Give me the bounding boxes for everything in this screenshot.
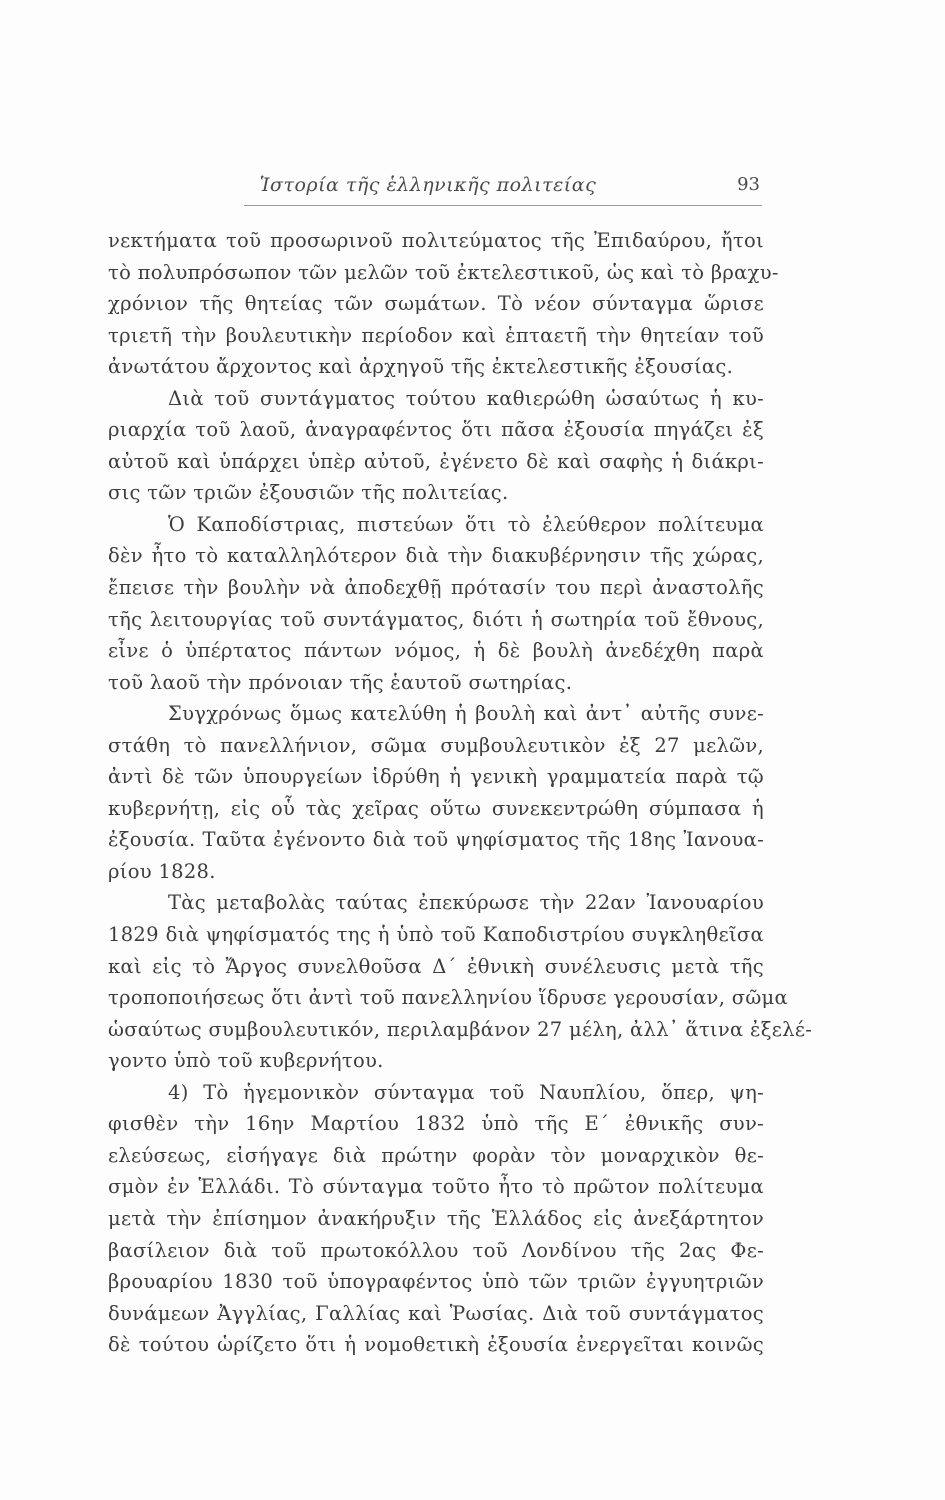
page-number: 93 [737,174,760,195]
text-line: Συγχρόνως ὅμως κατελύθη ἡ βουλὴ καὶ ἀντ᾽ αὐτῆς συνε- [168,702,764,726]
text-line: βασίλειον διὰ τοῦ πρωτοκόλλου τοῦ Λονδίνου τῆς 2ας Φε- [108,1238,764,1262]
text-line: στάθη τὸ πανελλήνιον, σῶμα συμβουλευτικὸν ἐξ 27 μελῶν, [108,733,764,757]
text-line: τῆς λειτουργίας τοῦ συντάγματος, διότι ἡ σωτηρία τοῦ ἔθνους, [108,607,764,631]
text-line: Τὰς μεταβολὰς ταύτας ἐπεκύρωσε τὴν 22αν Ἰανουαρίου [168,891,764,915]
running-head [108,170,764,202]
text-line: ἀντὶ δὲ τῶν ὑπουργείων ἱδρύθη ἡ γενικὴ γραμματεία παρὰ τῷ [108,765,764,789]
text-line: τὸ πολυπρόσωπον τῶν μελῶν τοῦ ἐκτελεστικοῦ, ὡς καὶ τὸ βραχυ- [108,260,779,284]
text-line: καὶ εἰς τὸ Ἄργος συνελθοῦσα Δ΄ ἐθνικὴ συνέλευσις μετὰ τῆς [108,954,764,978]
running-head-title: Ἱστορία τῆς ἑλληνικῆς πολιτείας [259,174,597,196]
text-line: ὡσαύτως συμβουλευτικόν, περιλαμβάνον 27 μέλη, ἀλλ᾽ ἅτινα ἐξελέ- [108,1017,813,1041]
text-line: εἶνε ὁ ὑπέρτατος πάντων νόμος, ἡ δὲ βουλὴ ἀνεδέχθη παρὰ [108,639,764,663]
text-line: σις τῶν τριῶν ἐξουσιῶν τῆς πολιτείας. [108,481,509,505]
text-line: τροποποιήσεως ὅτι ἀντὶ τοῦ πανελληνίου ἵδρυσε γερουσίαν, σῶμα [108,986,788,1010]
text-line: ελεύσεως, εἰσήγαγε διὰ πρώτην φορὰν τὸν μοναρχικὸν θε- [108,1143,764,1167]
text-line: φισθὲν τὴν 16ην Μαρτίου 1832 ὑπὸ τῆς Ε΄ ἐθνικῆς συν- [108,1112,764,1136]
text-line: χρόνιον τῆς θητείας τῶν σωμάτων. Τὸ νέον σύνταγμα ὥρισε [108,292,764,316]
text-line: ρίου 1828. [108,859,216,883]
text-line: 4) Τὸ ἡγεμονικὸν σύνταγμα τοῦ Ναυπλίου, ὅπερ, ψη- [168,1080,764,1104]
text-line: δυνάμεων Ἀγγλίας, Γαλλίας καὶ Ῥωσίας. Διὰ τοῦ συντάγματος [108,1301,764,1325]
text-line: κυβερνήτῃ, εἰς οὗ τὰς χεῖρας οὕτω συνεκεντρώθη σύμπασα ἡ [108,796,764,820]
text-line: δὲν ἦτο τὸ καταλληλότερον διὰ τὴν διακυβέρνησιν τῆς χώρας, [108,544,764,568]
text-line: ἔπεισε τὴν βουλὴν νὰ ἀποδεχθῇ πρότασίν του περὶ ἀναστολῆς [108,576,764,600]
text-line: Ὁ Καποδίστριας, πιστεύων ὅτι τὸ ἐλεύθερον πολίτευμα [168,512,764,536]
text-line: ἀνωτάτου ἄρχοντος καὶ ἀρχηγοῦ τῆς ἐκτελεστικῆς ἐξουσίας. [108,355,734,379]
text-line: ἐξουσία. Ταῦτα ἐγένοντο διὰ τοῦ ψηφίσματος τῆς 18ης Ἰανουα- [108,828,764,852]
body-text [108,225,813,1361]
text-line: γοντο ὑπὸ τοῦ κυβερνήτου. [108,1049,384,1073]
text-line: Διὰ τοῦ συντάγματος τούτου καθιερώθη ὡσαύτως ἡ κυ- [168,386,764,410]
text-line: τριετῆ τὴν βουλευτικὴν περίοδον καὶ ἑπταετῆ τὴν θητείαν τοῦ [108,323,764,347]
text-line: τοῦ λαοῦ τὴν πρόνοιαν τῆς ἑαυτοῦ σωτηρίας. [108,670,573,694]
header-rule [244,205,762,206]
text-line: δὲ τούτου ὡρίζετο ὅτι ἡ νομοθετικὴ ἐξουσία ἐνεργεῖται κοινῶς [108,1333,764,1357]
text-line: 1829 διὰ ψηφίσματός της ἡ ὑπὸ τοῦ Καποδιστρίου συγκληθεῖσα [108,923,764,947]
text-line: αὐτοῦ καὶ ὑπάρχει ὑπὲρ αὐτοῦ, ἐγένετο δὲ καὶ σαφὴς ἡ διάκρι- [108,449,764,473]
text-line: νεκτήματα τοῦ προσωρινοῦ πολιτεύματος τῆς Ἐπιδαύρου, ἤτοι [108,229,764,252]
text-line: σμὸν ἐν Ἑλλάδι. Τὸ σύνταγμα τοῦτο ἦτο τὸ πρῶτον πολίτευμα [108,1175,764,1199]
text-line: βρουαρίου 1830 τοῦ ὑπογραφέντος ὑπὸ τῶν τριῶν ἐγγυητριῶν [108,1270,764,1294]
text-line: ριαρχία τοῦ λαοῦ, ἀναγραφέντος ὅτι πᾶσα ἐξουσία πηγάζει ἐξ [108,418,764,442]
text-line: μετὰ τὴν ἐπίσημον ἀνακήρυξιν τῆς Ἑλλάδος εἰς ἀνεξάρτητον [108,1206,764,1230]
